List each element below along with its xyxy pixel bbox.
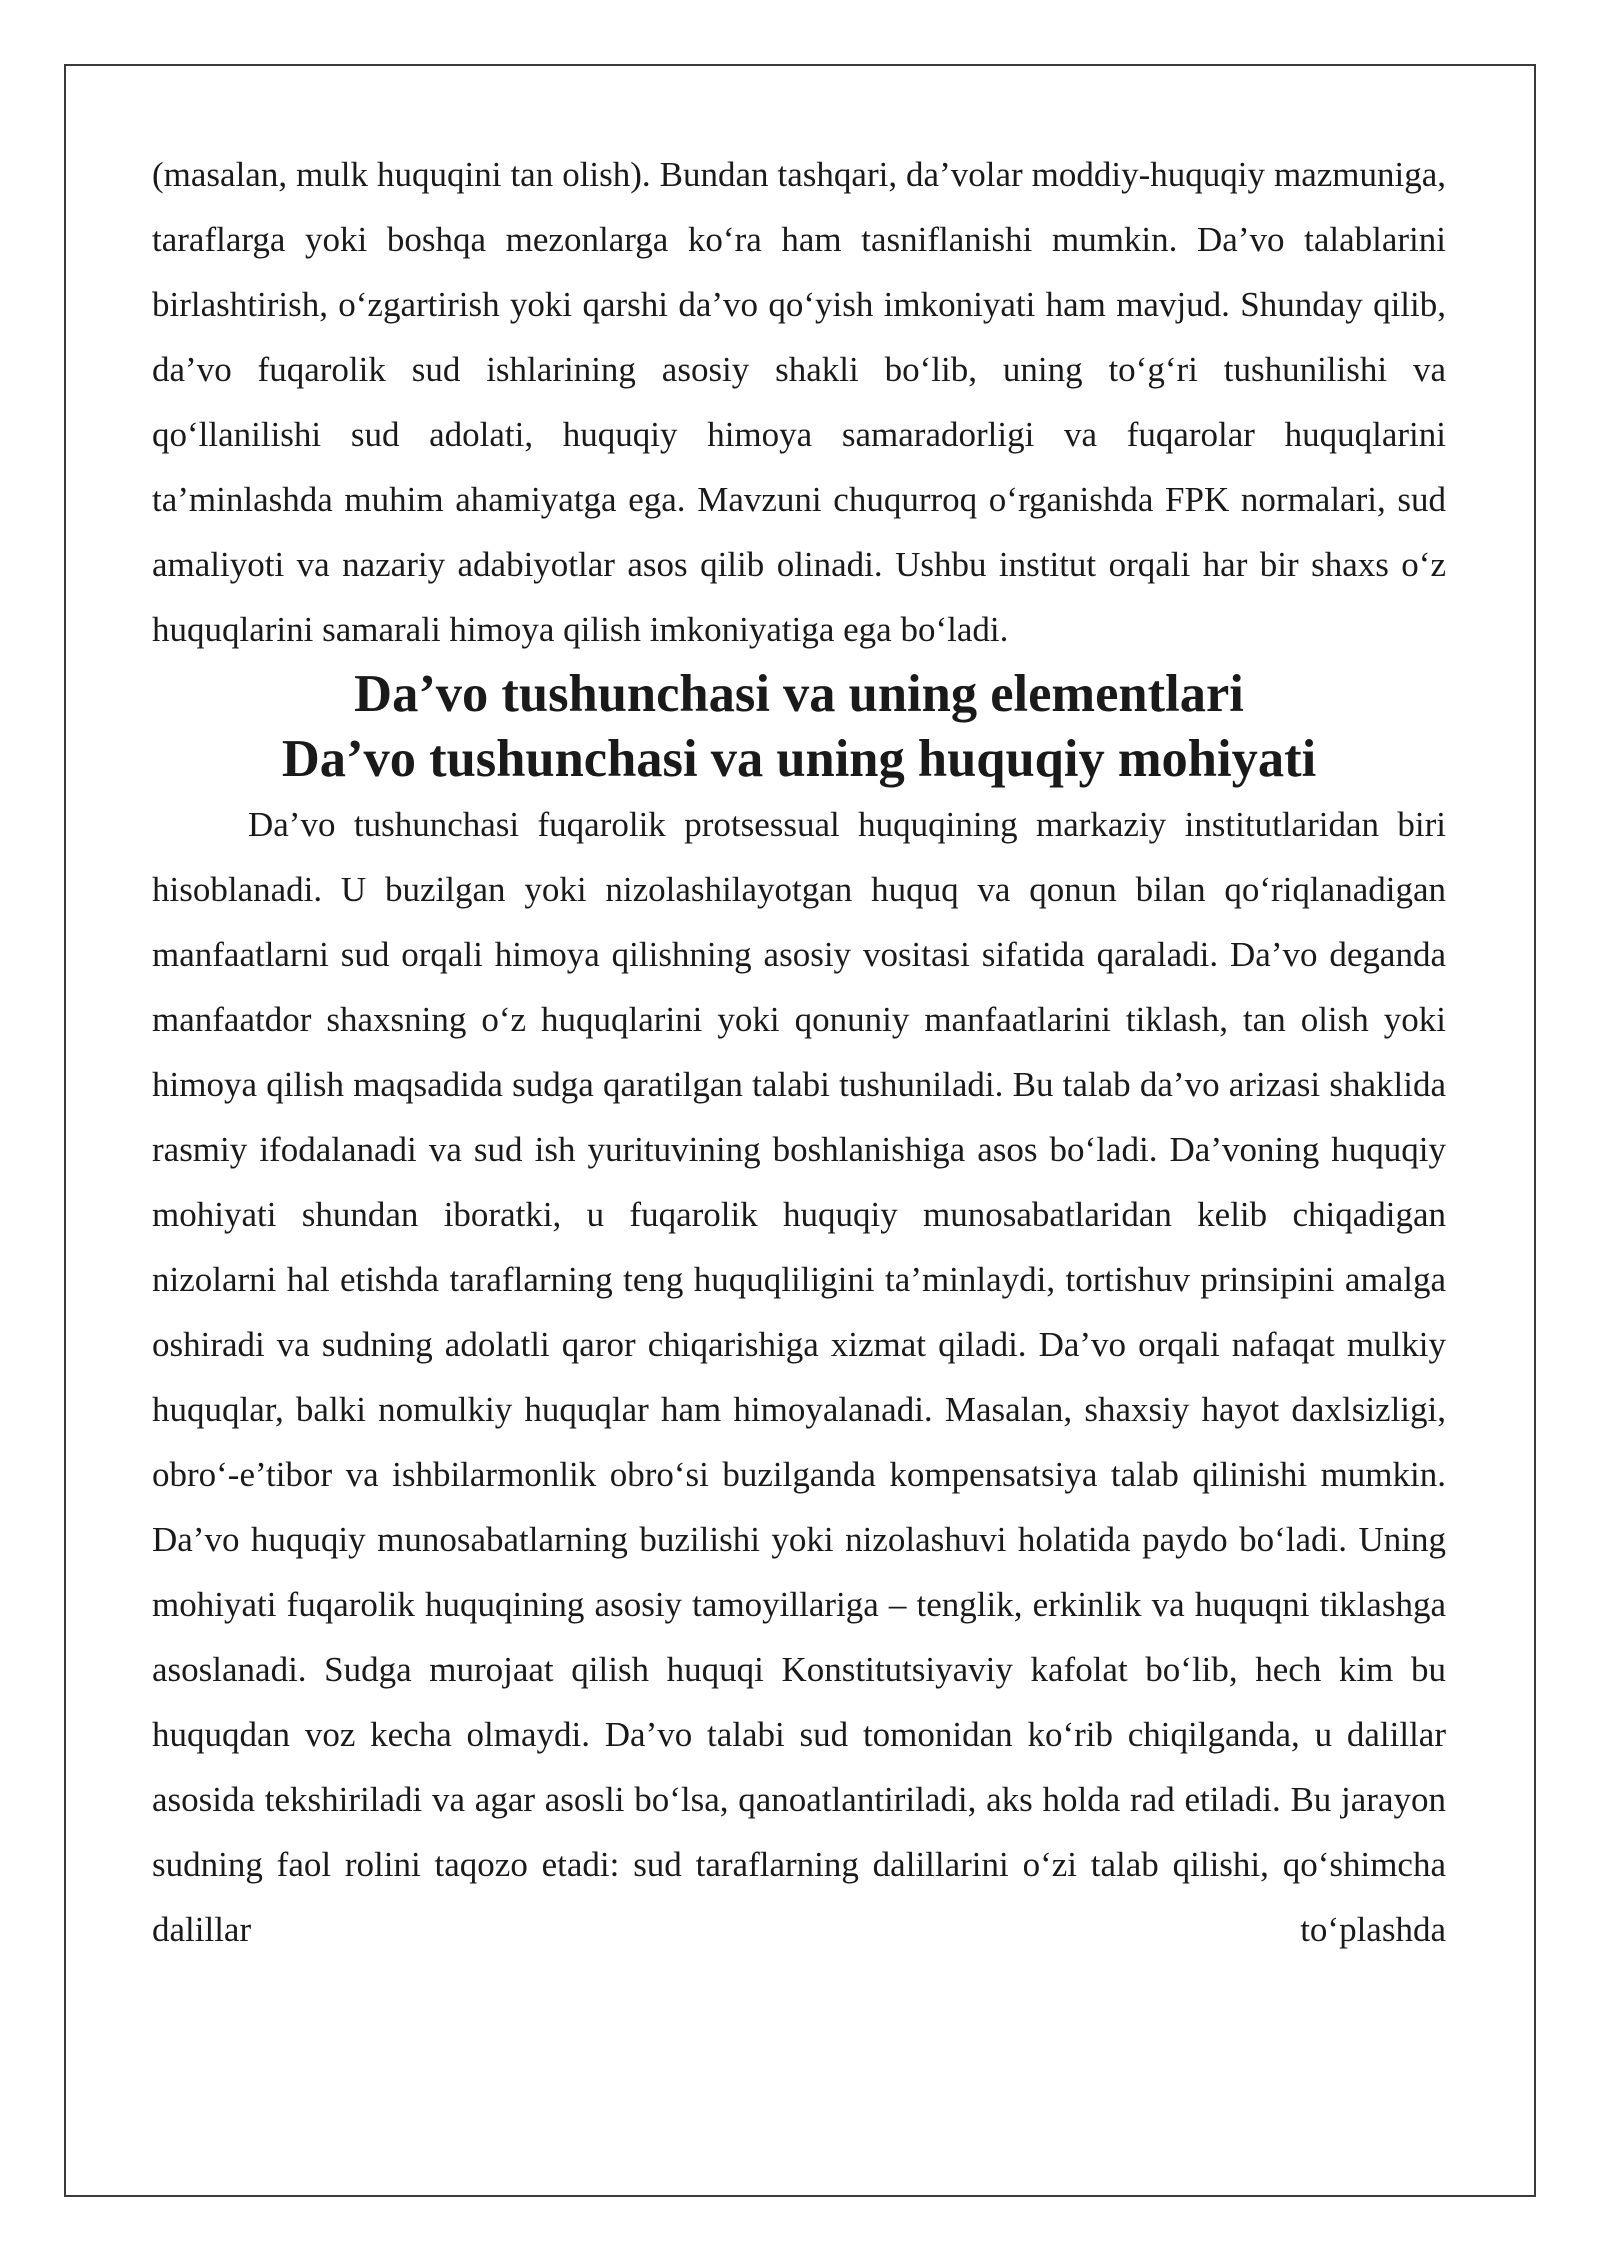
main-paragraph: Da’vo tushunchasi fuqarolik protsessual huquqining markaziy institutlaridan biri hisoblanadi. U buzilgan yoki nizolashilayotgan huquq va qonun bilan qo‘riqlanadigan manfaatlarni sud orqali himoya qilishning asosiy vositasi sifatida qaraladi. Da’vo deganda manfaatdor shaxsning o‘z huquqlarini yoki qonuniy manfaatlarini tiklash, tan olish yoki himoya qilish maqsadida sudga qaratilgan talabi tushuniladi. Bu talab da’vo arizasi shaklida rasmiy ifodalanadi va sud ish yurituvining boshlanishiga asos bo‘ladi. Da’voning huquqiy mohiyati shundan iboratki, u fuqarolik huquqiy munosabatlaridan kelib chiqadigan nizolarni hal etishda taraflarning teng huquqliligini ta’minlaydi, tortishuv prinsipini amalga oshiradi va sudning adolatli qaror chiqarishiga xizmat qiladi. Da’vo orqali nafaqat mulkiy huquqlar, balki nomulkiy huquqlar ham himoyalanadi. Masalan, shaxsiy hayot daxlsizligi, obro‘-e’tibor va ishbilarmonlik obro‘si buzilganda kompensatsiya talab qilinishi mumkin. Da’vo huquqiy munosabatlarning buzilishi yoki nizolashuvi holatida paydo bo‘ladi. Uning mohiyati fuqarolik huquqining asosiy tamoyillariga – tenglik, erkinlik va huquqni tiklashga asoslanadi. Sudga murojaat qilish huquqi Konstitutsiyaviy kafolat bo‘lib, hech kim bu huquqdan voz kecha olmaydi. Da’vo talabi sud tomonidan ko‘rib chiqilganda, u dalillar asosida tekshiriladi va agar asosli bo‘lsa, qanoatlantiriladi, aks holda rad etiladi. Bu jarayon sudning faol rolini taqozo etadi: sud taraflarning dalillarini o‘zi talab qilishi, qo‘shimcha dalillar to‘plashda: [152, 805, 1446, 1949]
document-body: [152, 142, 1446, 1962]
section-heading: Da’vo tushunchasi va uning elementlari: [354, 665, 1244, 723]
intro-paragraph: (masalan, mulk huquqini tan olish). Bundan tashqari, da’volar moddiy-huquqiy mazmuniga, taraflarga yoki boshqa mezonlarga ko‘ra ham tasniflanishi mumkin. Da’vo talablarini birlashtirish, o‘zgartirish yoki qarshi da’vo qo‘yish imkoniyati ham mavjud. Shunday qilib, da’vo fuqarolik sud ishlarining asosiy shakli bo‘lib, uning to‘g‘ri tushunilishi va qo‘llanilishi sud adolati, huquqiy himoya samaradorligi va fuqarolar huquqlarini ta’minlashda muhim ahamiyatga ega. Mavzuni chuqurroq o‘rganishda FPK normalari, sud amaliyoti va nazariy adabiyotlar asos qilib olinadi. Ushbu institut orqali har bir shaxs o‘z huquqlarini samarali himoya qilish imkoniyatiga ega bo‘ladi.: [152, 155, 1446, 649]
subsection-heading: Da’vo tushunchasi va uning huquqiy mohiyati: [281, 730, 1317, 788]
